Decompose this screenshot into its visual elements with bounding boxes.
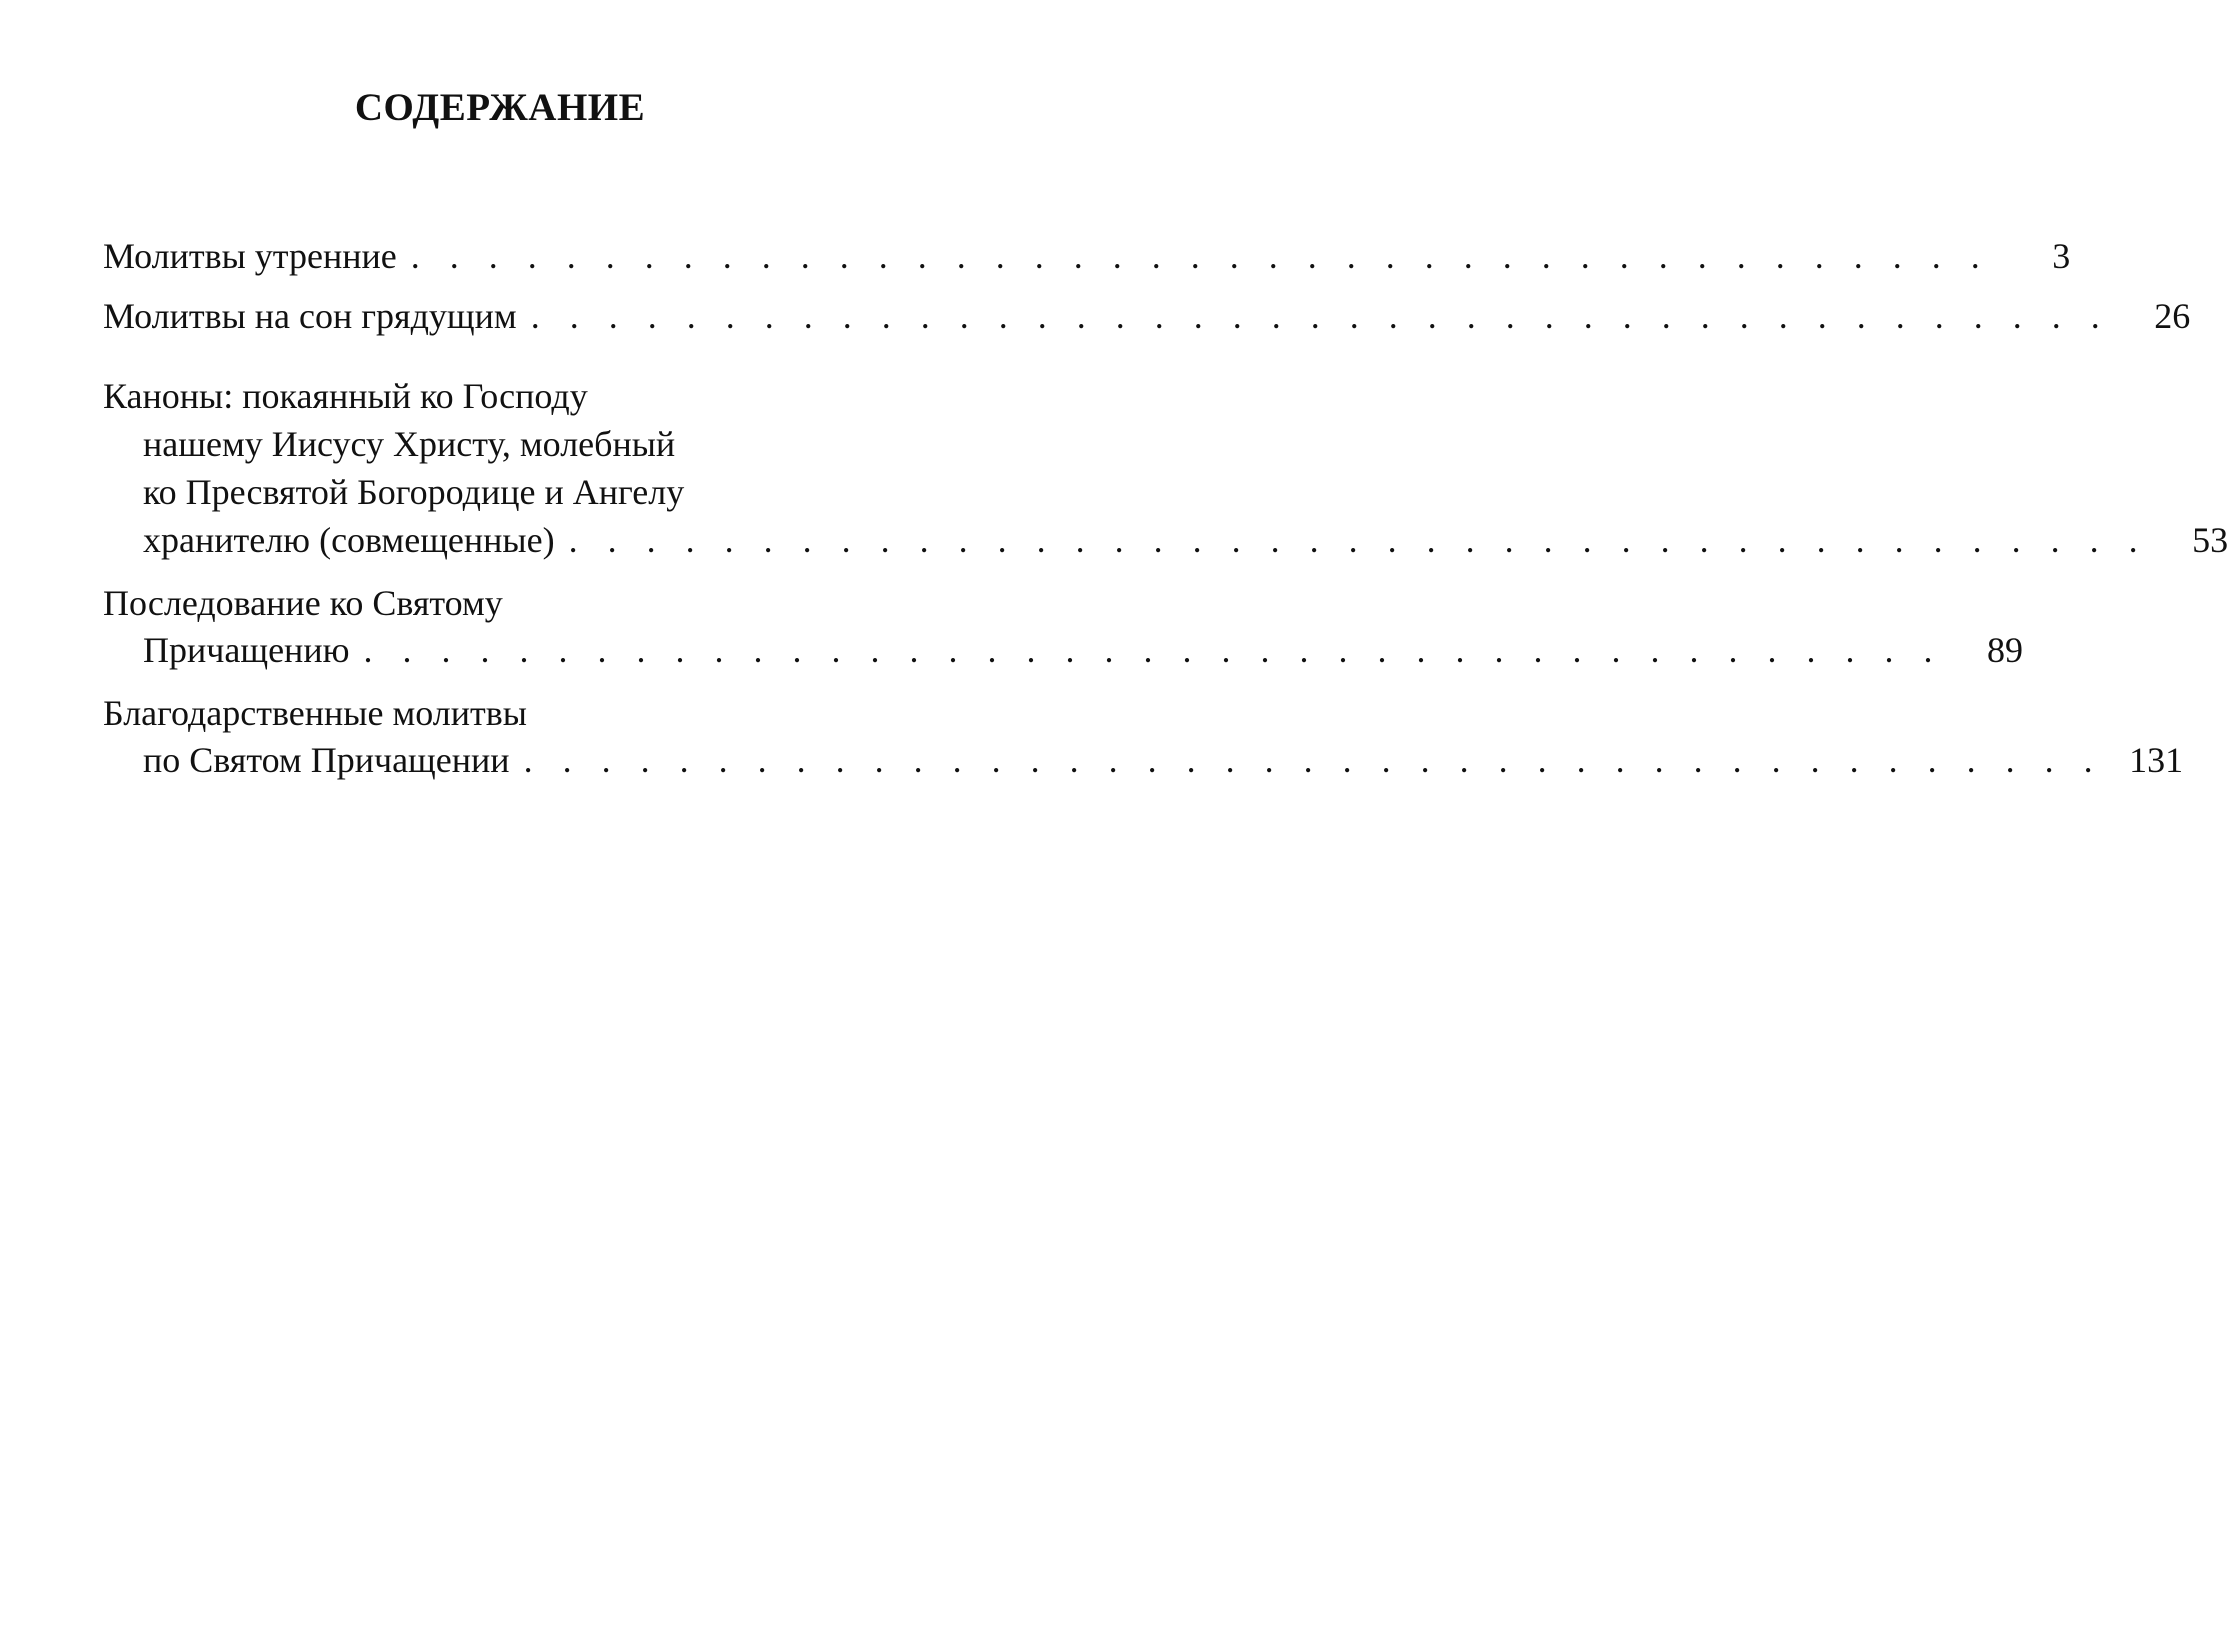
toc-entry-title: Молитвы на сон грядущим	[103, 296, 517, 336]
page-title: СОДЕРЖАНИЕ	[354, 86, 646, 129]
toc-entry-title-continued: по Святом Причащении	[143, 740, 510, 780]
toc-page-number: 89	[1986, 630, 2023, 670]
toc-page-number: 26	[2154, 296, 2191, 336]
toc-entry-title: Последование ко Святому	[103, 583, 503, 623]
toc-entry-canons-line-4	[143, 520, 2228, 562]
toc-entry-evening-prayers	[103, 296, 2191, 338]
dot-leader: . . . . . . . . . . . . . . . . . . . . . . . . . . . . . . . . . . . . . . . . .	[363, 630, 1943, 670]
toc-entry-thanksgiving-line-2	[143, 740, 2184, 782]
toc-page-number: 131	[2129, 740, 2184, 780]
toc-entry-title-continued: Причащению	[143, 630, 350, 670]
toc-entry-title-continued: ко Пресвятой Богородице и Ангелу	[143, 472, 685, 512]
toc-entry-title-continued: хранителю (совмещенные)	[143, 520, 555, 560]
toc-entry-morning-prayers	[103, 236, 2071, 278]
toc-entry-communion-rule-line-1	[103, 585, 903, 625]
dot-leader: . . . . . . . . . . . . . . . . . . . . . . . . . . . . . . . . . . . . . . . . .	[530, 296, 2111, 336]
dot-leader: . . . . . . . . . . . . . . . . . . . . . . . . . . . . . . . . . . . . . . . . .	[523, 740, 2104, 780]
toc-entry-canons-line-2	[143, 426, 903, 466]
toc-entry-title-continued: нашему Иисусу Христу, молебный	[143, 424, 676, 464]
toc-entry-canons-line-3	[143, 474, 903, 514]
toc-entry-title: Благодарственные молитвы	[103, 693, 527, 733]
dot-leader: . . . . . . . . . . . . . . . . . . . . . . . . . . . . . . . . . . . . . . . . .	[568, 520, 2149, 560]
toc-entry-communion-rule-line-2	[143, 630, 2023, 672]
toc-entry-title: Молитвы утренние	[103, 236, 397, 276]
toc-page-number: 53	[2192, 520, 2228, 560]
toc-entry-canons-line-1	[103, 378, 903, 418]
toc-entry-thanksgiving-line-1	[103, 695, 903, 735]
toc-entry-title: Каноны: покаянный ко Господу	[103, 376, 588, 416]
toc-page-number: 3	[2052, 236, 2071, 276]
dot-leader: . . . . . . . . . . . . . . . . . . . . . . . . . . . . . . . . . . . . . . . . .	[410, 236, 1991, 276]
